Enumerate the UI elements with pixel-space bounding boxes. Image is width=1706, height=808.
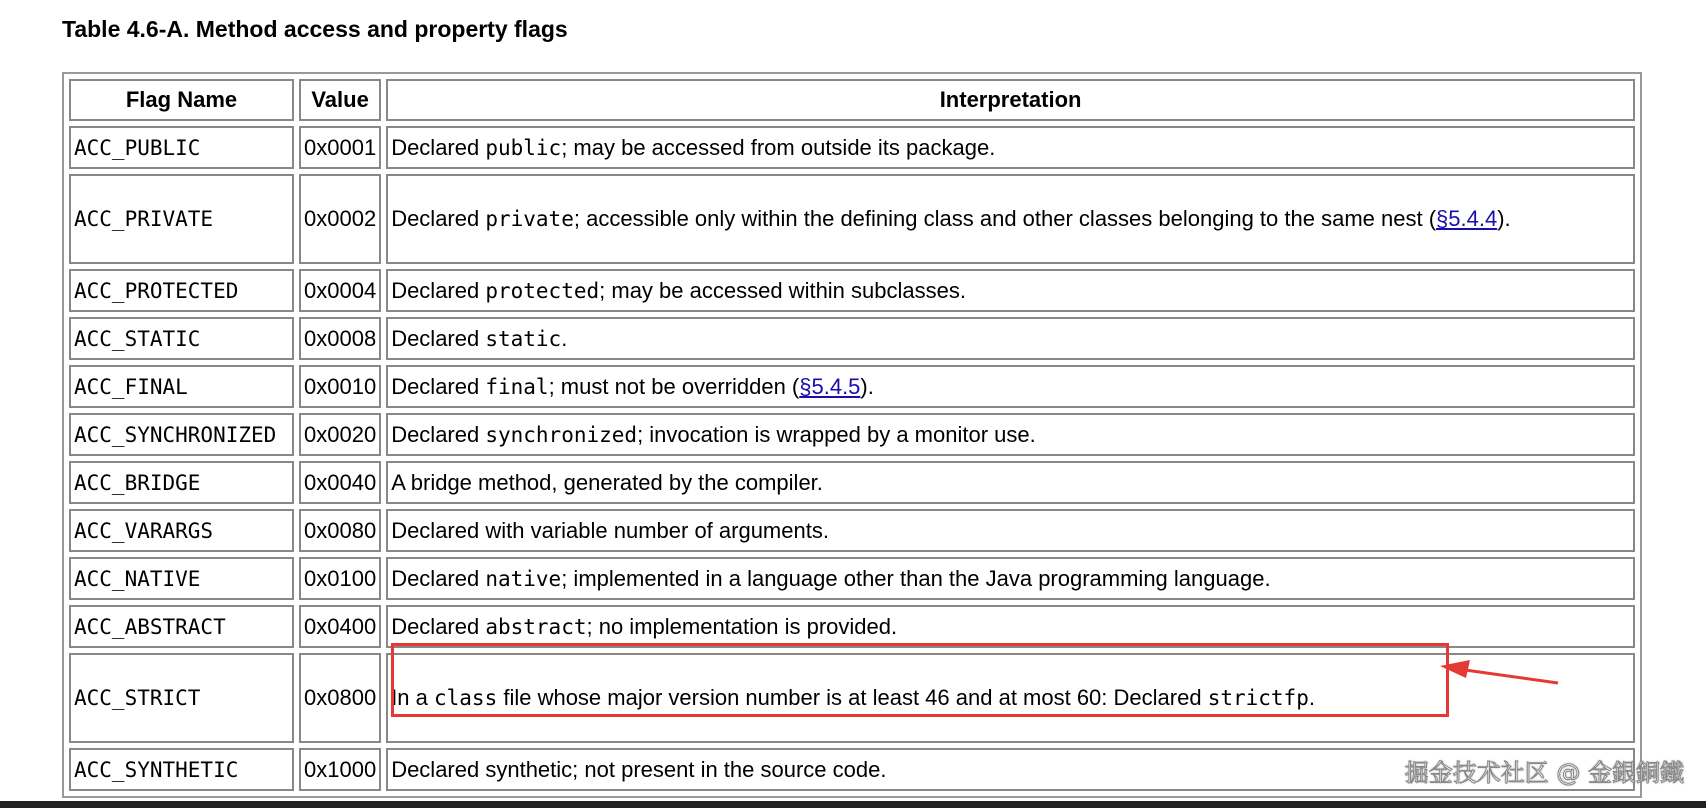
interpretation-text: ; implemented in a language other than the Java programming language. [561,565,1271,591]
section-link[interactable]: §5.4.5 [799,373,861,399]
flag-name-cell: ACC_VARARGS [69,509,294,552]
interpretation-text: ; invocation is wrapped by a monitor use. [637,421,1036,447]
flag-value-cell: 0x0040 [299,461,381,504]
code-keyword: private [485,207,574,231]
watermark: 掘金技术社区 @ 金銀銅鐵 [1404,759,1684,787]
interpretation-cell [386,317,1635,360]
table-caption: Table 4.6-A. Method access and property flags [62,16,568,42]
code-keyword: static [485,326,562,351]
method-flags-table [62,72,1642,798]
flag-value-cell: 0x1000 [299,748,381,791]
flag-value-cell: 0x0004 [299,269,381,312]
header-value: Value [299,79,381,121]
table-row [69,557,1635,600]
interpretation-text: Declared synthetic; not present in the source code. [391,756,887,782]
code-keyword: strictfp [1207,686,1309,710]
flag-value-cell: 0x0002 [299,174,381,264]
interpretation-cell [386,461,1635,504]
table-row [69,126,1635,169]
table-row [69,365,1635,408]
interpretation-text: . [1308,685,1315,710]
header-interpretation: Interpretation [386,79,1635,121]
interpretation-text: Declared [391,421,486,447]
interpretation-text: ). [1497,206,1511,231]
interpretation-text: ; must not be overridden ( [548,373,800,399]
interpretation-text: Declared with variable number of arguments. [391,517,829,543]
flag-name-cell: ACC_PRIVATE [69,174,294,264]
flag-value-cell: 0x0008 [299,317,381,360]
flag-name-cell: ACC_STATIC [69,317,294,360]
interpretation-text: A bridge method, generated by the compiler. [391,469,823,495]
interpretation-cell [386,269,1635,312]
table-row [69,269,1635,312]
interpretation-text: file whose major version number is at least 46 and at most 60: Declared [497,685,1208,710]
interpretation-cell [386,557,1635,600]
table-row [69,317,1635,360]
flag-value-cell: 0x0010 [299,365,381,408]
interpretation-text: In a [391,685,434,710]
table-row [69,748,1635,791]
code-keyword: public [485,135,562,160]
interpretation-text: ; may be accessed from outside its package. [561,134,996,160]
interpretation-text: Declared [391,206,486,231]
interpretation-text: ; accessible only within the defining class and other classes belonging to the same nest ( [573,206,1437,231]
code-keyword: abstract [485,614,587,639]
flag-name-cell: ACC_ABSTRACT [69,605,294,648]
flag-value-cell: 0x0001 [299,126,381,169]
interpretation-cell [386,653,1635,743]
flag-name-cell: ACC_NATIVE [69,557,294,600]
code-keyword: class [434,686,498,710]
interpretation-cell [386,509,1635,552]
flag-name-cell: ACC_PUBLIC [69,126,294,169]
header-flag-name: Flag Name [69,79,294,121]
flag-value-cell: 0x0100 [299,557,381,600]
flag-name-cell: ACC_BRIDGE [69,461,294,504]
interpretation-text: Declared [391,325,486,351]
table-body [69,126,1635,791]
interpretation-text: Declared [391,613,486,639]
interpretation-text: Declared [391,277,486,303]
section-link[interactable]: §5.4.4 [1436,206,1498,231]
interpretation-text: ; may be accessed within subclasses. [599,277,966,303]
interpretation-cell [386,126,1635,169]
interpretation-text: ; no implementation is provided. [586,613,898,639]
table-header-row [69,79,1635,121]
flag-name-cell: ACC_SYNTHETIC [69,748,294,791]
interpretation-text: Declared [391,565,486,591]
interpretation-cell [386,174,1635,264]
interpretation-cell [386,605,1635,648]
table-row [69,174,1635,264]
flag-name-cell: ACC_PROTECTED [69,269,294,312]
flag-value-cell: 0x0020 [299,413,381,456]
interpretation-text: . [561,325,568,351]
flag-name-cell: ACC_STRICT [69,653,294,743]
interpretation-cell [386,365,1635,408]
flag-name-cell: ACC_FINAL [69,365,294,408]
bottom-border-bar [0,801,1706,808]
interpretation-cell [386,413,1635,456]
interpretation-text: Declared [391,373,486,399]
code-keyword: final [485,374,549,399]
table-row [69,461,1635,504]
interpretation-text: Declared [391,134,486,160]
flag-value-cell: 0x0800 [299,653,381,743]
table-row [69,605,1635,648]
table-row [69,653,1635,743]
table-row [69,413,1635,456]
code-keyword: protected [485,278,600,303]
code-keyword: native [485,566,562,591]
flag-value-cell: 0x0080 [299,509,381,552]
flag-value-cell: 0x0400 [299,605,381,648]
interpretation-text: ). [860,373,874,399]
code-keyword: synchronized [485,422,638,447]
flag-name-cell: ACC_SYNCHRONIZED [69,413,294,456]
table-row [69,509,1635,552]
